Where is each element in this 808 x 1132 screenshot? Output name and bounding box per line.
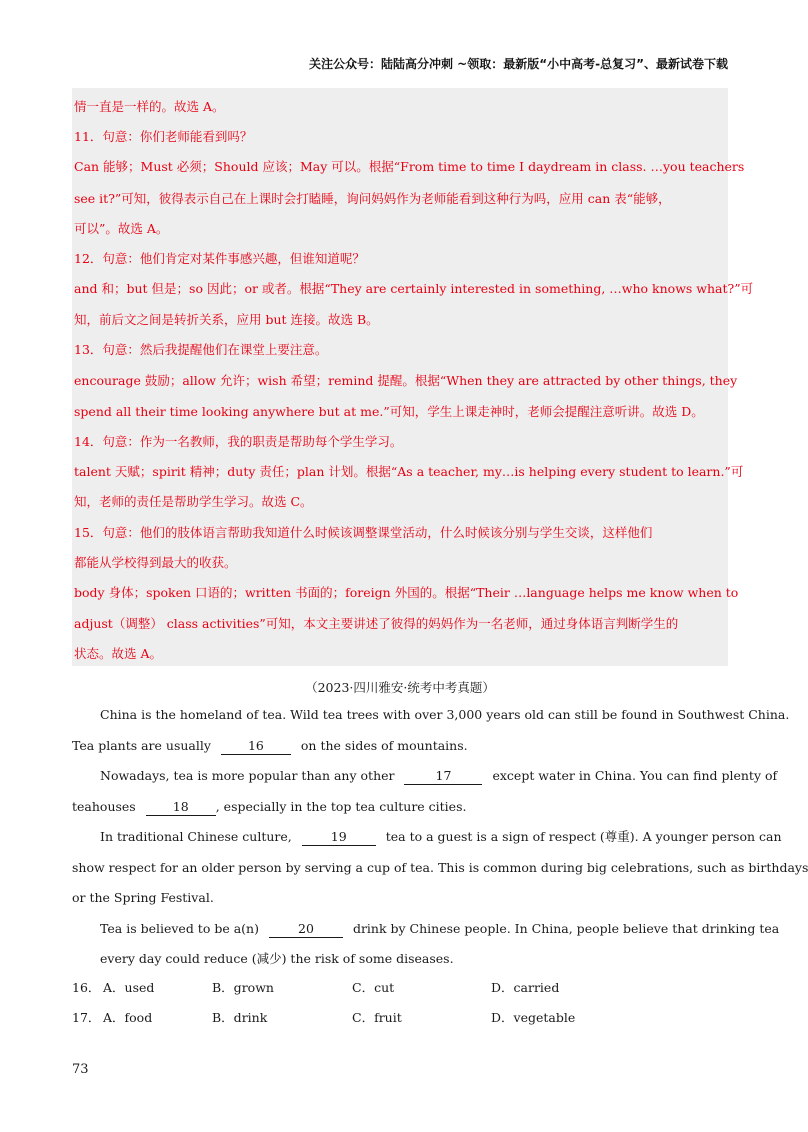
explanation-line: body 身体；spoken 口语的；written 书面的；foreign 外国的。根据“Their …language helps me know when to bbox=[74, 585, 739, 600]
passage-line bbox=[72, 731, 728, 761]
page-header: 关注公众号：陆陆高分冲刺 ~领取：最新版“小中高考-总复习”、最新试卷下载 bbox=[309, 57, 728, 71]
explanation-line: 可以”。故选 A。 bbox=[74, 221, 169, 236]
passage-text: on the sides of mountains. bbox=[300, 738, 468, 753]
explanation-line: and 和；but 但是；so 因此；or 或者。根据“They are certainly interested in something, …who knows what?”可 bbox=[74, 281, 754, 296]
passage-text: teahouses bbox=[72, 799, 136, 814]
question-number: 16． bbox=[72, 980, 101, 995]
passage-text: Tea is believed to be a(n) bbox=[100, 921, 259, 936]
explanation-line: 情一直是一样的。故选 A。 bbox=[74, 99, 225, 114]
explanation-line: 15．句意：他们的肢体语言帮助我知道什么时候该调整课堂活动，什么时候该分别与学生交谈，这样他们 bbox=[74, 525, 653, 540]
answer-blank-18[interactable]: 18 bbox=[146, 799, 216, 816]
explanation-line: see it?”可知，彼得表示自己在上课时会打瞌睡，询问妈妈作为老师能看到这种行为吗，应用 can 表“能够， bbox=[74, 191, 671, 206]
passage-line: show respect for an older person by serving a cup of tea. This is common during big celebrations, such as birthdays bbox=[72, 860, 808, 875]
explanation-line: Can 能够；Must 必须；Should 应该；May 可以。根据“From time to time I daydream in class. …you teachers bbox=[74, 159, 745, 174]
passage-line: China is the homeland of tea. Wild tea trees with over 3,000 years old can still be found in Southwest China. bbox=[100, 707, 790, 722]
explanation-line: 14．句意：作为一名教师，我的职责是帮助每个学生学习。 bbox=[74, 434, 403, 449]
explanation-line: 知，老师的责任是帮助学生学习。故选 C。 bbox=[74, 494, 313, 509]
explanation-line: spend all their time looking anywhere but at me.”可知，学生上课走神时，老师会提醒注意听讲。故选 D。 bbox=[74, 404, 704, 419]
explanation-line: 知，前后文之间是转折关系，应用 but 连接。故选 B。 bbox=[74, 312, 379, 327]
passage-text: Nowadays, tea is more popular than any other bbox=[100, 768, 395, 783]
passage-text: drink by Chinese people. In China, people believe that drinking tea bbox=[352, 921, 780, 936]
passage-line bbox=[72, 822, 782, 852]
explanation-line: 状态。故选 A。 bbox=[74, 646, 163, 661]
explanation-line: adjust（调整） class activities”可知，本文主要讲述了彼得的妈妈作为一名老师，通过身体语言判断学生的 bbox=[74, 616, 679, 631]
option-b[interactable]: B．drink bbox=[212, 1010, 268, 1025]
passage-line: every day could reduce (减少) the risk of some diseases. bbox=[100, 951, 454, 966]
passage-text: Tea plants are usually bbox=[72, 738, 211, 753]
answer-blank-16[interactable]: 16 bbox=[221, 738, 291, 755]
passage-line bbox=[72, 761, 778, 791]
explanation-line: 13．句意：然后我提醒他们在课堂上要注意。 bbox=[74, 342, 328, 357]
option-d[interactable]: D．vegetable bbox=[491, 1010, 576, 1025]
answer-blank-19[interactable]: 19 bbox=[302, 829, 376, 846]
explanation-line: 11．句意：你们老师能看到吗？ bbox=[74, 129, 253, 144]
explanation-line: 都能从学校得到最大的收获。 bbox=[74, 555, 237, 570]
option-a[interactable]: A．used bbox=[103, 980, 155, 995]
explanation-line: 12．句意：他们肯定对某件事感兴趣，但谁知道呢？ bbox=[74, 251, 365, 266]
option-c[interactable]: C．cut bbox=[352, 980, 395, 995]
option-b[interactable]: B．grown bbox=[212, 980, 274, 995]
passage-text: , especially in the top tea culture cities. bbox=[215, 799, 467, 814]
passage-text: In traditional Chinese culture, bbox=[100, 829, 292, 844]
option-d[interactable]: D．carried bbox=[491, 980, 560, 995]
passage-line bbox=[72, 914, 780, 944]
page-number: 73 bbox=[72, 1062, 89, 1077]
option-c[interactable]: C．fruit bbox=[352, 1010, 402, 1025]
passage-line bbox=[72, 792, 728, 822]
explanation-line: talent 天赋；spirit 精神；duty 责任；plan 计划。根据“As a teacher, my…is helping every student to learn.”可 bbox=[74, 464, 744, 479]
question-source: （2023·四川雅安·统考中考真题） bbox=[305, 680, 495, 695]
question-number: 17． bbox=[72, 1010, 101, 1025]
passage-text: except water in China. You can find plenty of bbox=[492, 768, 778, 783]
passage-line: or the Spring Festival. bbox=[72, 890, 214, 905]
answer-blank-20[interactable]: 20 bbox=[269, 921, 343, 938]
answer-explanation-box bbox=[72, 88, 754, 666]
answer-blank-17[interactable]: 17 bbox=[404, 768, 482, 785]
explanation-line: encourage 鼓励；allow 允许；wish 希望；remind 提醒。根据“When they are attracted by other things, they bbox=[74, 373, 738, 388]
passage-text: tea to a guest is a sign of respect (尊重). A younger person can bbox=[385, 829, 782, 844]
option-a[interactable]: A．food bbox=[103, 1010, 153, 1025]
